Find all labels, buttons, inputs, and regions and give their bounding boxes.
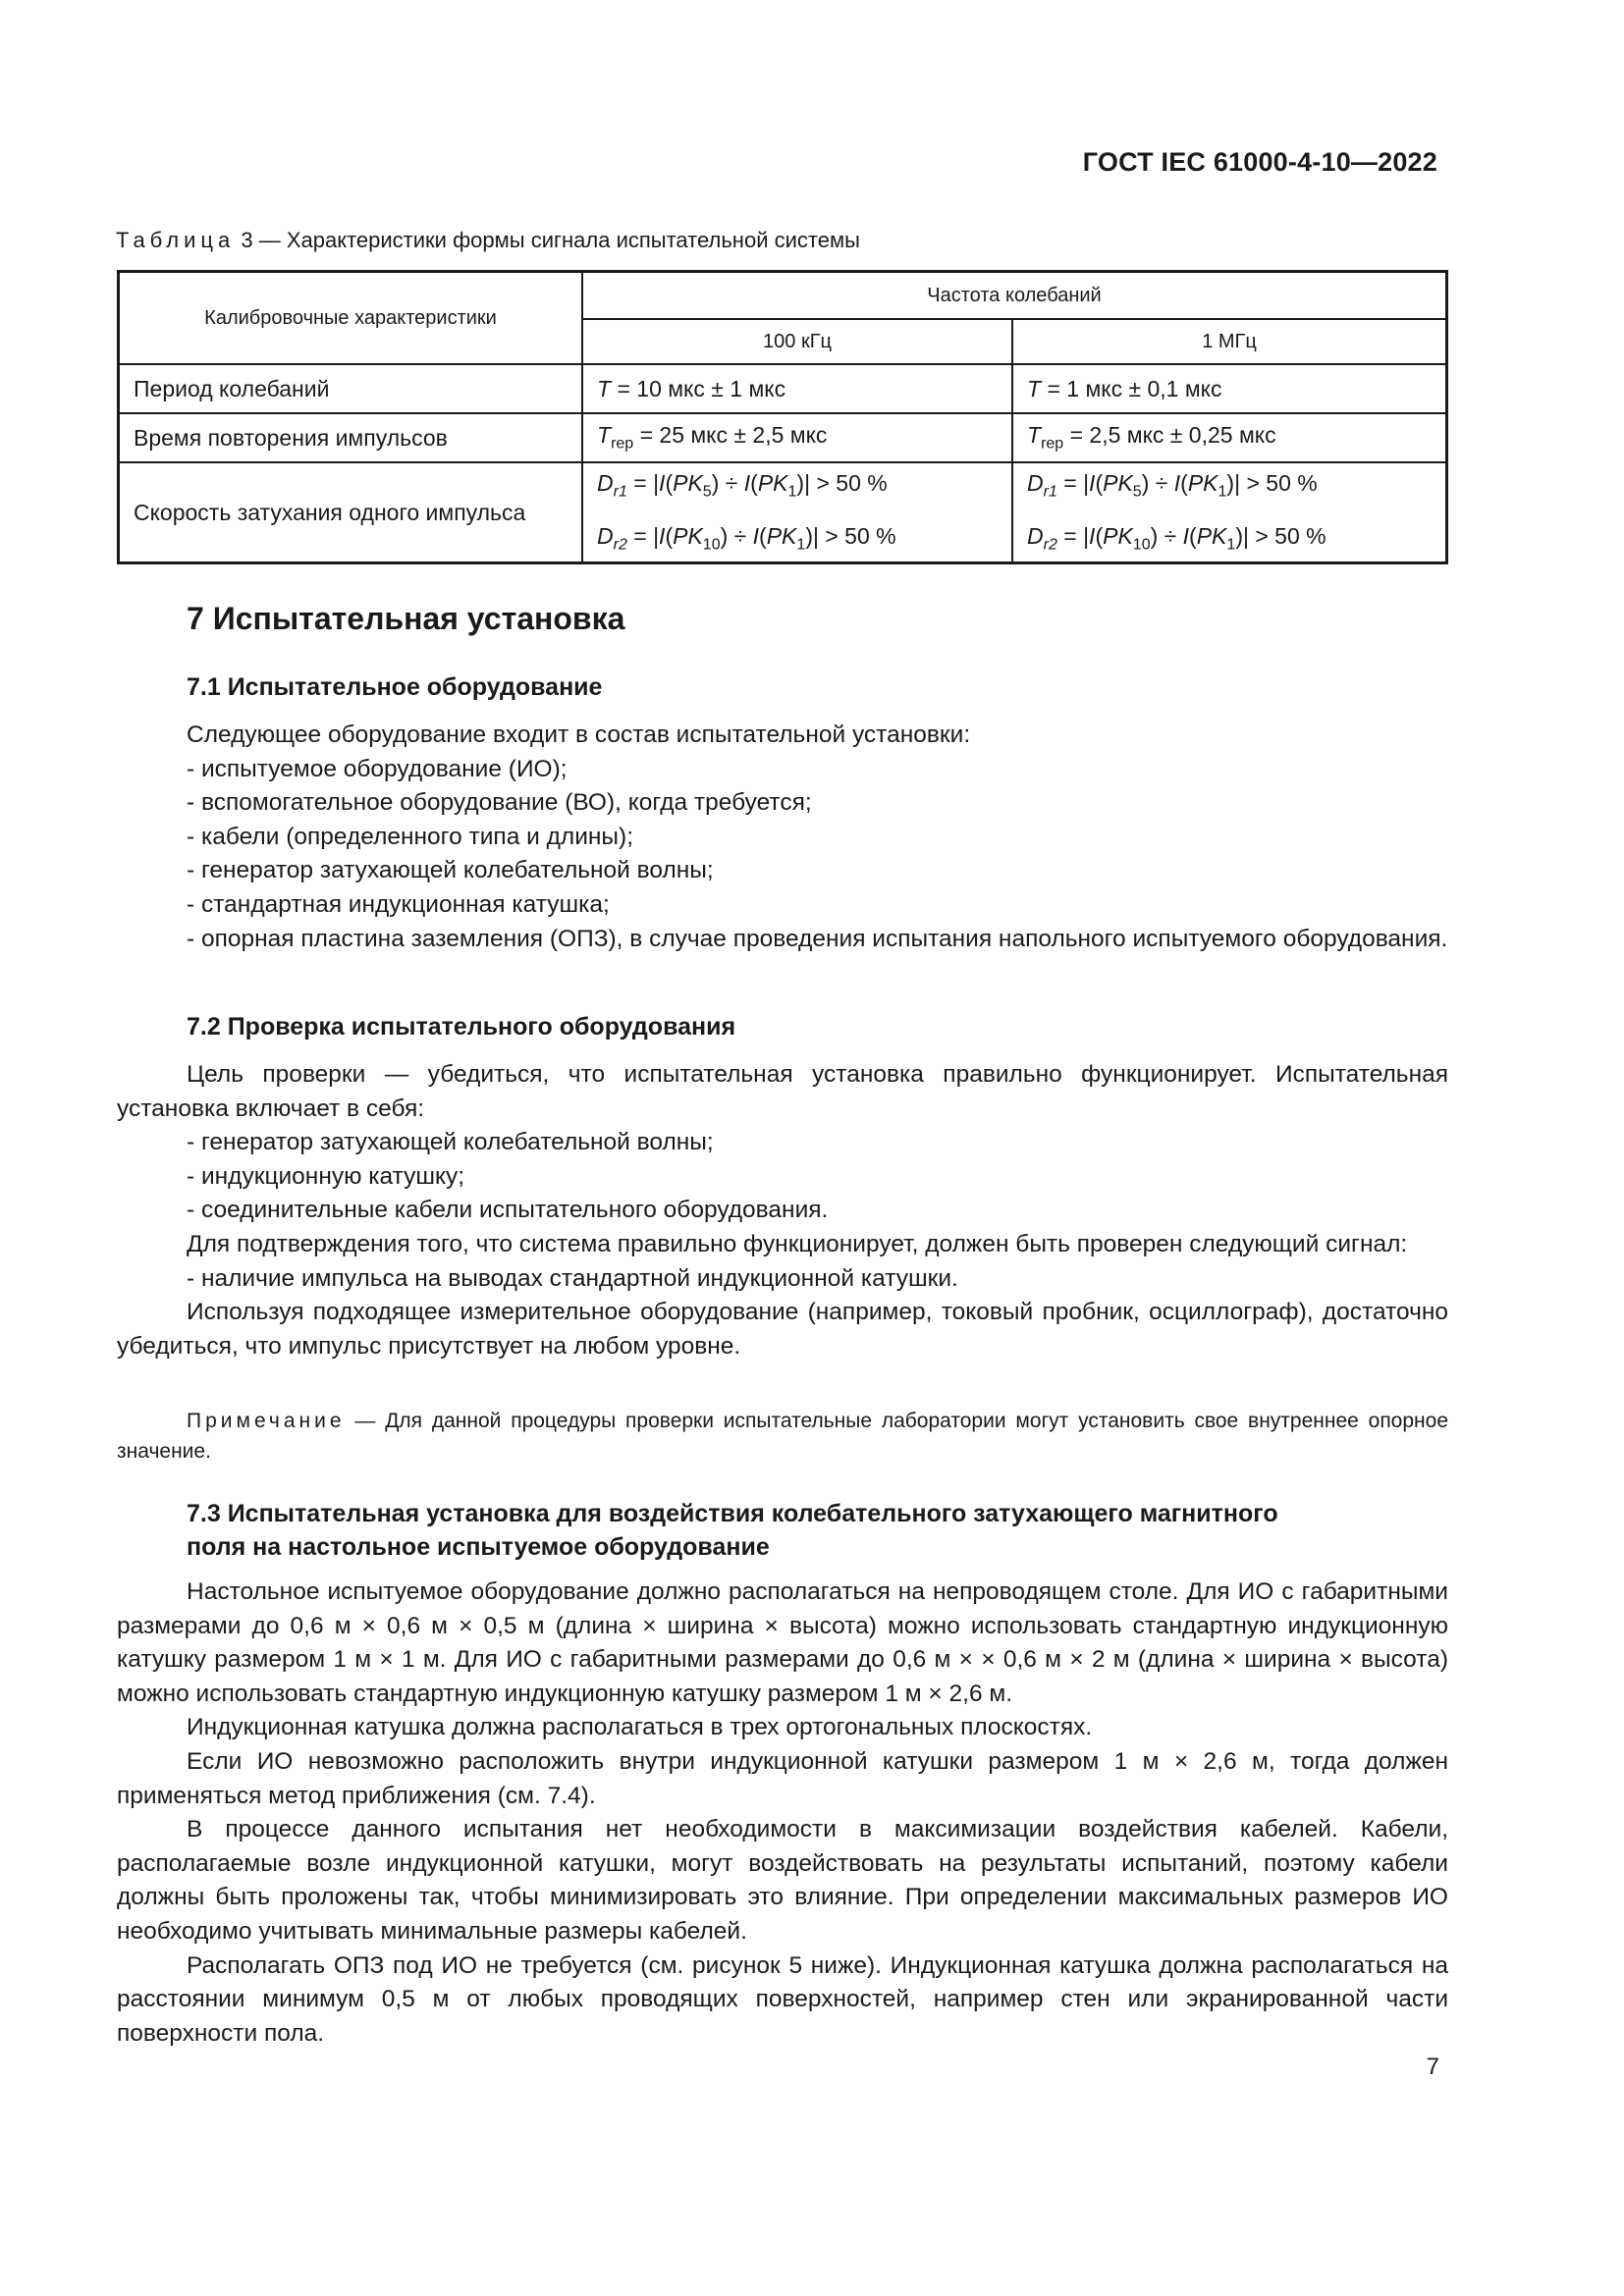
- row-value: T = 1 мкс ± 0,1 мкс: [1012, 364, 1447, 413]
- characteristics-table: [117, 270, 1448, 564]
- paragraph: Если ИО невозможно расположить внутри индукционной катушки размером 1 м × 2,6 м, тогда должен применяться метод приближения (см. 7.4).: [117, 1747, 1448, 1809]
- paragraph: Индукционная катушка должна располагаться в трех ортогональных плоскостях.: [187, 1714, 1093, 1741]
- list-item: - индукционную катушку;: [187, 1162, 465, 1190]
- table-row: [119, 413, 1447, 462]
- paragraph: Цель проверки — убедиться, что испытательная установка правильно функционирует. Испытательная установка включает в себя:: [117, 1061, 1448, 1122]
- paragraph: В процессе данного испытания нет необходимости в максимизации воздействия кабелей. Кабели, располагаемые возле индукционной катушки, могут воздействовать на результаты испытаний, поэтому кабели должны быть проложены так, чтобы минимизировать это влияние. При определении максимальных размеров ИО необходимо учитывать минимальные размеры кабелей.: [117, 1816, 1448, 1945]
- paragraph: Следующее оборудование входит в состав испытательной установки:: [187, 721, 971, 748]
- list-item: - наличие импульса на выводах стандартной индукционной катушки.: [187, 1264, 958, 1292]
- list-item: - генератор затухающей колебательной волны;: [187, 1129, 714, 1156]
- list-item: - испытуемое оборудование (ИО);: [187, 755, 568, 782]
- row-label: Период колебаний: [119, 364, 583, 413]
- section-7-2-body: [117, 1058, 1448, 1363]
- header-frequency: Частота колебаний: [582, 272, 1447, 320]
- section-7-3-title: 7.3 Испытательная установка для воздействия колебательного затухающего магнитного поля на настольное испытуемое оборудование: [187, 1500, 1278, 1561]
- table-row: [119, 462, 1447, 563]
- row-label: Время повторения импульсов: [119, 413, 583, 462]
- list-item: - кабели (определенного типа и длины);: [187, 823, 633, 850]
- list-item: - вспомогательное оборудование (ВО), когда требуется;: [187, 789, 812, 817]
- note-label: Примечание: [187, 1410, 346, 1432]
- list-item: - соединительные кабели испытательного оборудования.: [187, 1197, 829, 1224]
- row-value: T = 10 мкс ± 1 мкс: [582, 364, 1012, 413]
- row-label: Скорость затухания одного импульса: [119, 462, 583, 563]
- paragraph: Для подтверждения того, что система правильно функционирует, должен быть проверен следующий сигнал:: [187, 1230, 1408, 1257]
- list-item: - стандартная индукционная катушка;: [187, 890, 610, 918]
- row-value: $D_{r1} = |I(PK_5) \div I(PK_1)| > 50$ % $D_{r2} = |I(PK_{10}) \div I(PK_1)| > 50$ %: [582, 462, 1012, 563]
- note: [117, 1406, 1448, 1467]
- header-calibration: Калибровочные характеристики: [119, 272, 583, 365]
- section-7-3-body: [117, 1575, 1448, 2051]
- table-row: [119, 364, 1447, 413]
- header-1mhz: 1 МГц: [1012, 319, 1447, 364]
- paragraph: Настольное испытуемое оборудование должно располагаться на непроводящем столе. Для ИО с габаритными размерами до 0,6 м × 0,6 м × 0,5 м (длина × ширина × высота) можно использовать стандартную индукционную катушку размером 1 м × 1 м. Для ИО с габаритными размерами до 0,6 м × × 0,6 м × 2 м (длина × ширина × высота) можно использовать стандартную индукционную катушку размером 1 м × 2,6 м.: [117, 1578, 1448, 1707]
- row-value: $D_{r1} = |I(PK_5) \div I(PK_1)| > 50$ % $D_{r2} = |I(PK_{10}) \div I(PK_1)| > 50$ %: [1012, 462, 1447, 563]
- row-value: $T_{rep} = 2,5$ мкс ± 0,25 мкс: [1012, 413, 1447, 462]
- row-value: $T_{rep} = 25$ мкс ± 2,5 мкс: [582, 413, 1012, 462]
- list-item: - опорная пластина заземления (ОПЗ), в случае проведения испытания напольного испытуемого оборудования.: [187, 925, 1448, 952]
- header-100khz: 100 кГц: [582, 319, 1012, 364]
- section-7-1-body: [117, 719, 1448, 956]
- section-7-title: 7 Испытательная установка: [187, 601, 625, 636]
- section-7-1-title: 7.1 Испытательное оборудование: [187, 673, 603, 701]
- table-caption-word: Таблица: [116, 228, 236, 252]
- note-text: — Для данной процедуры проверки испытательные лаборатории могут установить свое внутреннее опорное значение.: [117, 1410, 1448, 1463]
- document-id: ГОСТ IEC 61000-4-10—2022: [1082, 147, 1437, 177]
- table-caption: [116, 228, 860, 253]
- paragraph: Используя подходящее измерительное оборудование (например, токовый пробник, осциллограф), достаточно убедиться, что импульс присутствует на любом уровне.: [117, 1299, 1448, 1360]
- paragraph: Располагать ОПЗ под ИО не требуется (см. рисунок 5 ниже). Индукционная катушка должна располагаться на расстоянии минимум 0,5 м от любых проводящих поверхностей, например стен или экранированной части поверхности пола.: [117, 1951, 1448, 2047]
- section-7-2-title: 7.2 Проверка испытательного оборудования: [187, 1013, 736, 1041]
- page-number: 7: [1426, 2054, 1439, 2080]
- table-caption-text: 3 — Характеристики формы сигнала испытательной системы: [235, 228, 860, 252]
- list-item: - генератор затухающей колебательной волны;: [187, 857, 714, 884]
